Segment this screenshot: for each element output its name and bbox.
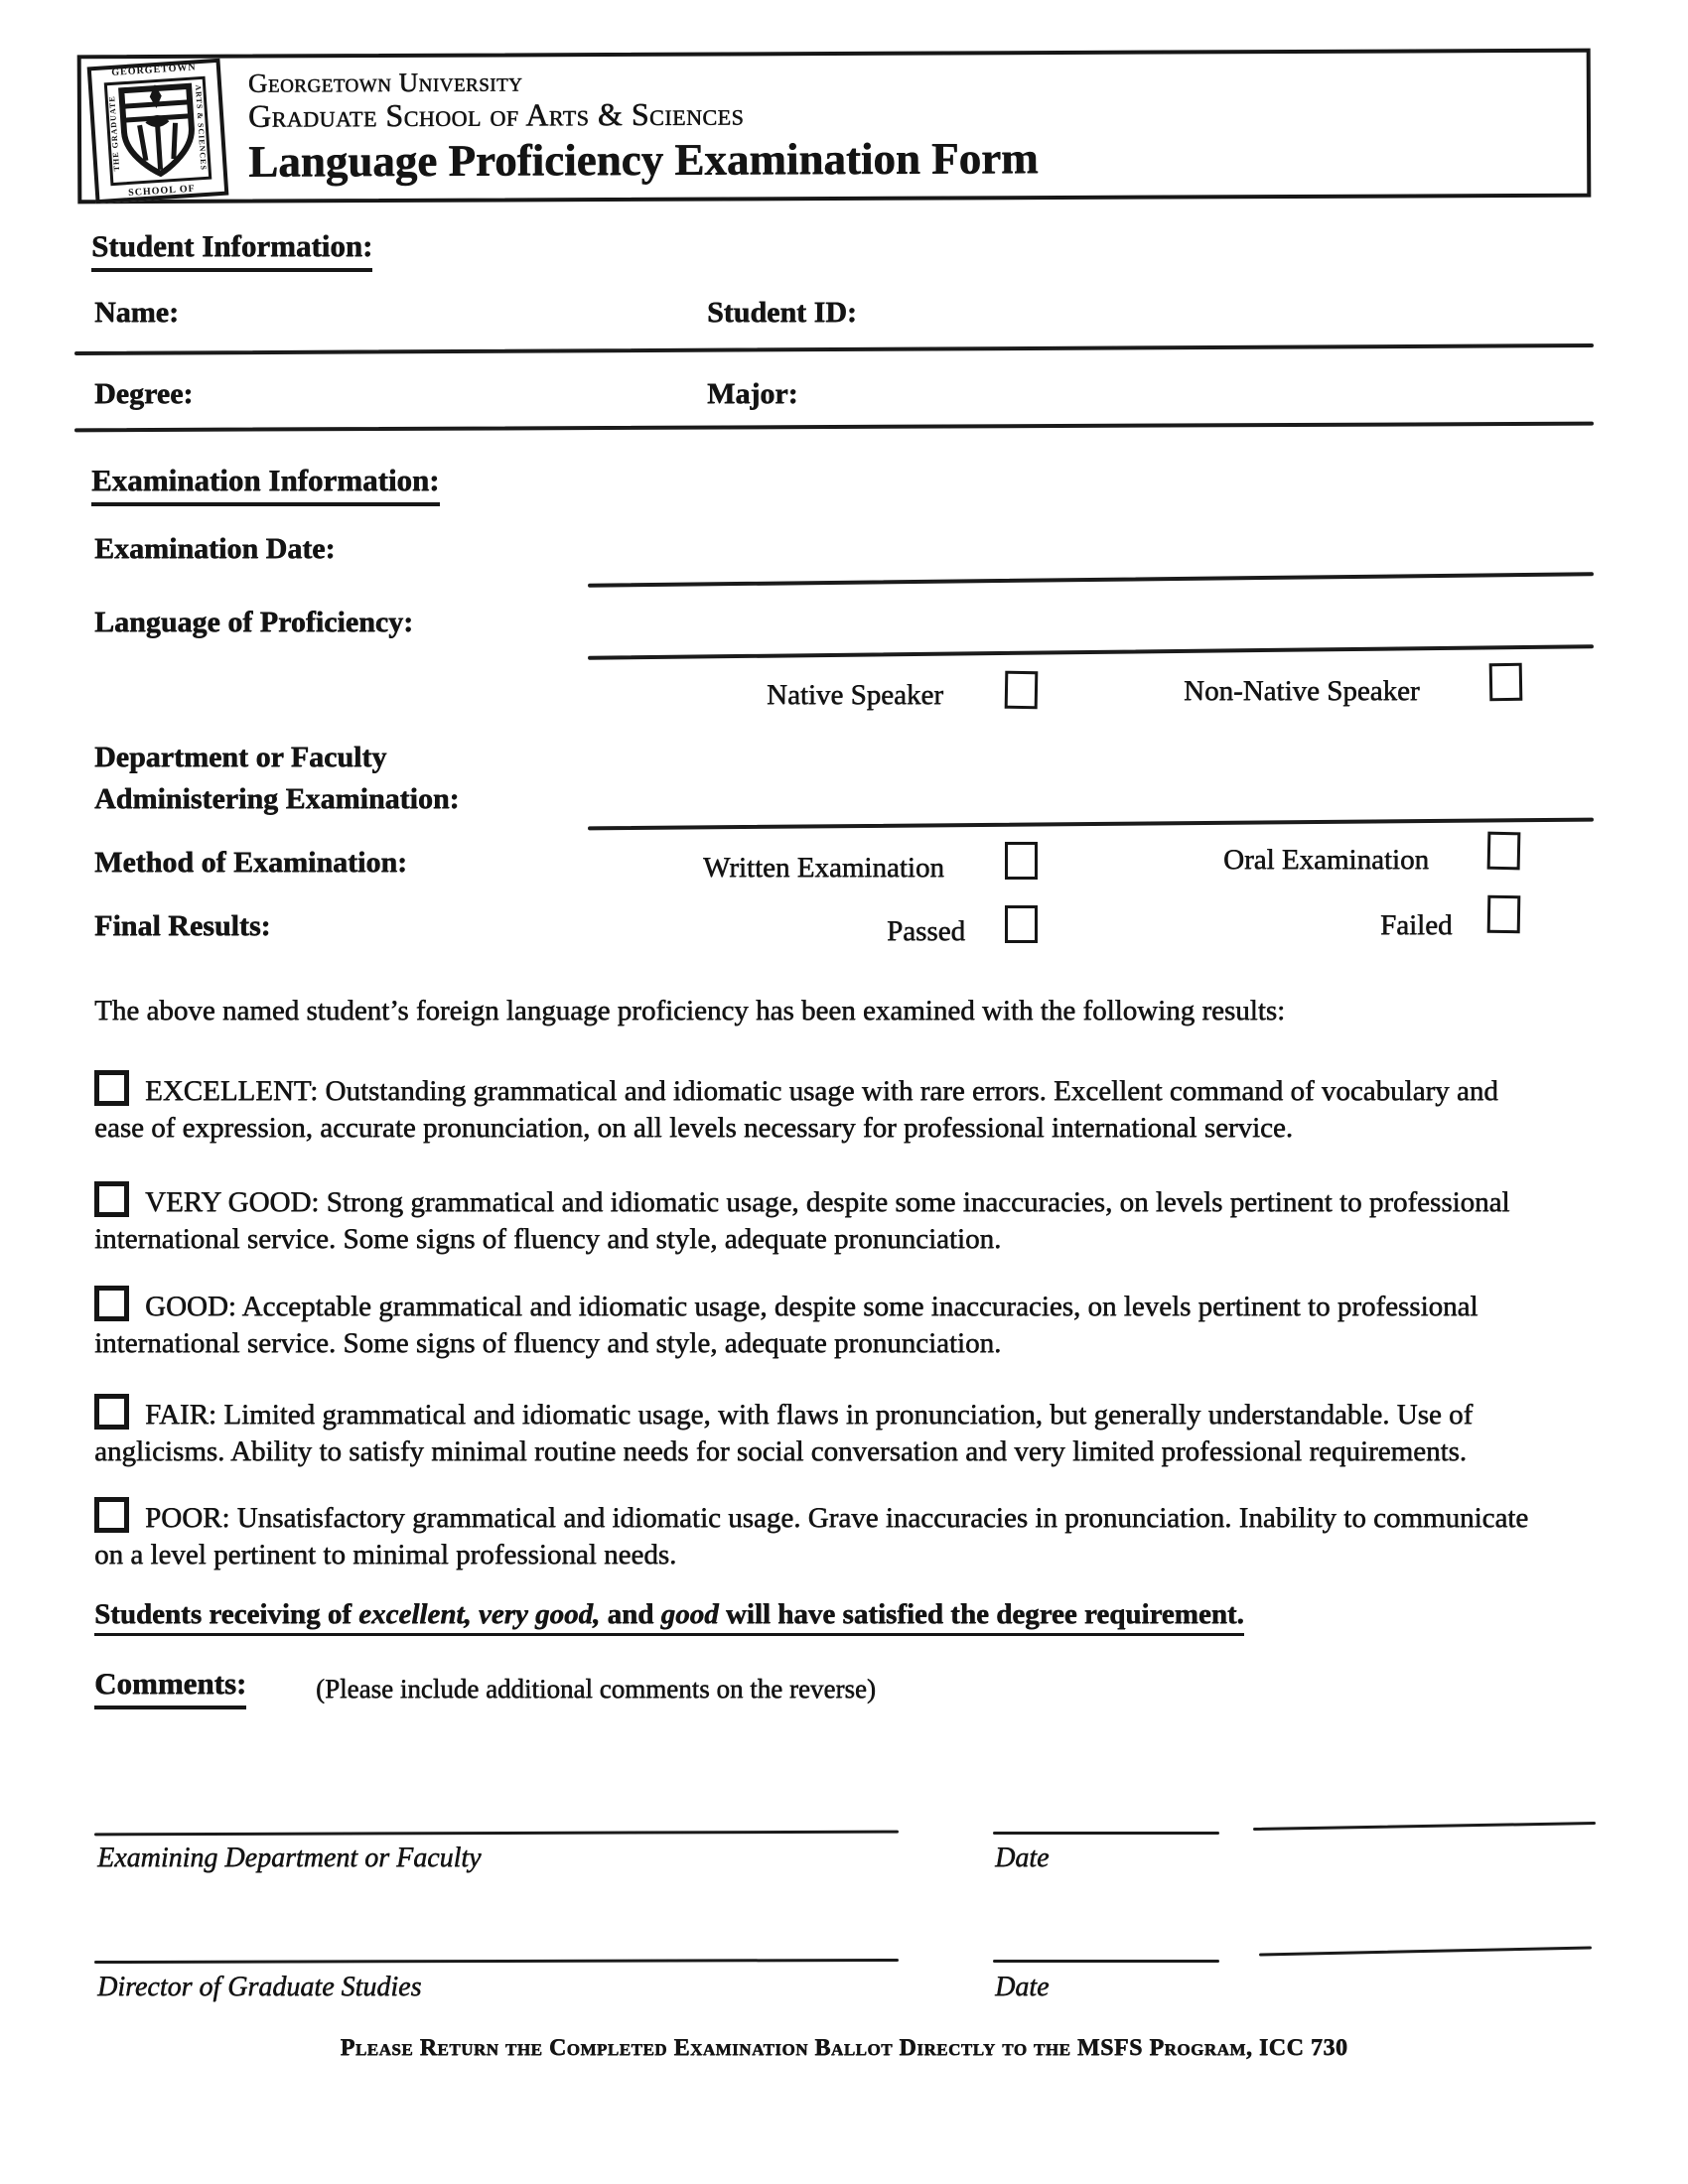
written-examination-label: Written Examination <box>703 852 944 884</box>
rating-very-good <box>94 1181 1554 1258</box>
date-line-2a[interactable] <box>993 1960 1219 1963</box>
name-label: Name: <box>94 296 179 329</box>
seal-inner-border <box>104 76 212 186</box>
native-speaker-checkbox[interactable] <box>1005 671 1039 710</box>
rating-very-good-checkbox[interactable] <box>94 1181 129 1217</box>
director-signature-line[interactable] <box>94 1959 899 1964</box>
examination-date-input-line[interactable] <box>588 572 1594 587</box>
failed-checkbox[interactable] <box>1487 895 1521 934</box>
method-of-examination-label: Method of Examination: <box>94 846 407 879</box>
rating-excellent-checkbox[interactable] <box>94 1070 129 1106</box>
note-italic-1: excellent, very good, <box>358 1598 601 1630</box>
examining-department-label: Examining Department or Faculty <box>97 1843 482 1873</box>
director-of-graduate-studies-label: Director of Graduate Studies <box>97 1972 422 2002</box>
university-name: Georgetown University <box>247 67 523 98</box>
rating-very-good-desc: Strong grammatical and idiomatic usage, despite some inaccuracies, on levels pertinent to professional international service. Some signs of fluency and style, adequate pronunciation. <box>94 1186 1510 1255</box>
note-prefix: Students receiving of <box>94 1598 359 1630</box>
name-input-line[interactable] <box>74 343 1594 355</box>
rating-poor <box>94 1497 1554 1573</box>
examining-department-signature-line[interactable] <box>94 1831 899 1837</box>
rating-good <box>94 1286 1554 1362</box>
school-name: Graduate School of Arts & Sciences <box>247 95 745 134</box>
date-label-2: Date <box>995 1972 1050 2002</box>
degree-input-line[interactable] <box>74 422 1594 433</box>
oral-examination-checkbox[interactable] <box>1487 832 1521 871</box>
final-results-label: Final Results: <box>94 909 271 942</box>
rating-fair <box>94 1394 1554 1470</box>
seal-bottom-text: SCHOOL OF <box>127 183 197 200</box>
department-input-line[interactable] <box>588 818 1594 831</box>
rating-poor-label: POOR: <box>145 1502 230 1534</box>
oral-examination-label: Oral Examination <box>1223 844 1429 876</box>
failed-label: Failed <box>1380 909 1453 941</box>
seal-top-text: GEORGETOWN <box>111 62 197 78</box>
note-suffix: will have satisfied the degree requirement. <box>718 1598 1244 1630</box>
georgetown-seal <box>87 59 229 204</box>
examination-information-heading: Examination Information: <box>91 463 440 506</box>
rating-good-checkbox[interactable] <box>94 1286 129 1321</box>
degree-label: Degree: <box>94 377 194 410</box>
native-speaker-label: Native Speaker <box>767 679 943 711</box>
department-label-line1: Department or Faculty <box>94 741 387 773</box>
language-of-proficiency-label: Language of Proficiency: <box>94 606 414 638</box>
form-title: Language Proficiency Examination Form <box>248 133 1039 187</box>
date-line-1a[interactable] <box>993 1832 1219 1835</box>
rating-good-desc: Acceptable grammatical and idiomatic usage, despite some inaccuracies, on levels pertinent to professional international service. Some signs of fluency and style, adequate pronunciation. <box>94 1291 1478 1359</box>
rating-very-good-label: VERY GOOD: <box>145 1186 320 1218</box>
seal-right-text: ARTS & SCIENCES <box>194 84 209 172</box>
passed-checkbox[interactable] <box>1005 905 1038 943</box>
non-native-speaker-label: Non-Native Speaker <box>1184 675 1420 707</box>
comments-heading: Comments: <box>94 1666 246 1709</box>
rating-excellent <box>94 1070 1554 1147</box>
student-id-label: Student ID: <box>707 296 857 329</box>
rating-poor-desc: Unsatisfactory grammatical and idiomatic usage. Grave inaccuracies in pronunciation. Inability to communicate on a level pertinent to minimal professional needs. <box>94 1502 1529 1570</box>
rating-excellent-desc: Outstanding grammatical and idiomatic usage with rare errors. Excellent command of vocabulary and ease of expression, accurate pronunciation, on all levels necessary for professional international service. <box>94 1075 1498 1144</box>
written-examination-checkbox[interactable] <box>1005 842 1038 880</box>
date-label-1: Date <box>995 1843 1050 1873</box>
rating-excellent-label: EXCELLENT: <box>145 1075 319 1107</box>
examination-date-label: Examination Date: <box>94 532 336 565</box>
rating-good-label: GOOD: <box>145 1291 236 1322</box>
rating-fair-desc: Limited grammatical and idiomatic usage, with flaws in pronunciation, but generally understandable. Use of anglicisms. Ability to satisfy minimal routine needs for social conversation and very limited professional requirements. <box>94 1399 1474 1467</box>
degree-requirement-note <box>94 1598 1244 1636</box>
note-mid: and <box>600 1598 661 1630</box>
comments-hint: (Please include additional comments on the reverse) <box>316 1674 876 1704</box>
results-intro: The above named student’s foreign language proficiency has been examined with the following results: <box>94 995 1286 1026</box>
language-input-line[interactable] <box>588 644 1594 659</box>
header-box <box>77 49 1592 205</box>
date-line-2b[interactable] <box>1259 1946 1592 1956</box>
passed-label: Passed <box>887 915 965 947</box>
rating-poor-checkbox[interactable] <box>94 1497 129 1533</box>
non-native-speaker-checkbox[interactable] <box>1489 663 1523 702</box>
department-label-line2: Administering Examination: <box>94 782 460 815</box>
seal-shield-icon <box>107 79 209 183</box>
note-italic-2: good <box>660 1598 719 1630</box>
seal-left-text: THE GRADUATE <box>107 95 122 172</box>
student-information-heading: Student Information: <box>91 228 372 272</box>
date-line-1b[interactable] <box>1253 1822 1596 1831</box>
rating-fair-checkbox[interactable] <box>94 1394 129 1430</box>
footer-return-instruction: Please Return the Completed Examination Ballot Directly to the MSFS Program, ICC 730 <box>340 2035 1348 2061</box>
major-label: Major: <box>707 377 798 410</box>
rating-fair-label: FAIR: <box>145 1399 216 1431</box>
